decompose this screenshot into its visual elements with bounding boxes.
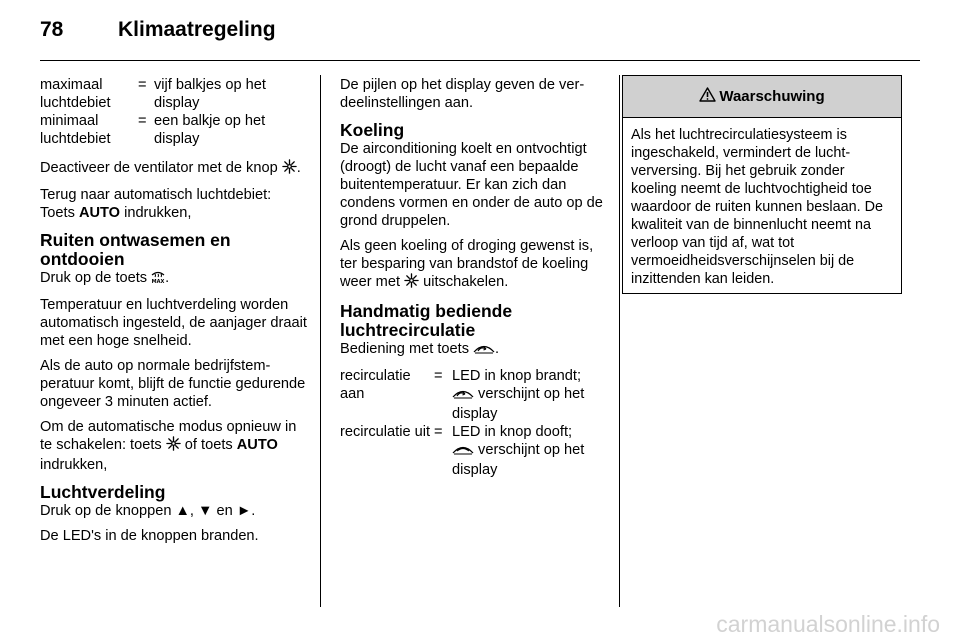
column-1: [40, 76, 308, 552]
paragraph-leds: De LED's in de knoppen branden.: [40, 528, 259, 544]
definition-description: [452, 423, 605, 479]
text: Als geen koeling of droging gewenst is, ter besparing van brandstof de koeling weer met: [340, 238, 594, 290]
text: .: [296, 160, 301, 176]
text: Om de automatische modus opnieuw in te schakelen: toets: [40, 419, 297, 453]
definition-row: [40, 112, 308, 148]
definition-term: recirculatie uit: [340, 424, 431, 440]
column-divider-2: [619, 75, 620, 607]
definition-term: maximaal luchtdebiet: [40, 77, 111, 111]
paragraph-restart-auto: [40, 418, 308, 474]
warning-title: Waarschuwing: [719, 88, 825, 105]
text: Bediening met toets: [340, 341, 474, 357]
heading-ruiten: Ruiten ontwasemen en ontdooien: [40, 230, 231, 269]
paragraph-defrost-button: [40, 269, 308, 289]
recirculation-on-icon: [452, 387, 474, 405]
definition-equals: =: [138, 113, 147, 129]
column-2: [340, 76, 605, 479]
text: verschijnt op het display: [452, 386, 585, 422]
definition-equals: =: [138, 77, 147, 93]
paragraph-operating-temp: Als de auto op normale bedrijfstemperatuur komt, blijft de functie gedurende ongeveer 3 minuten actief.: [40, 358, 306, 410]
fan-icon: [166, 436, 181, 456]
recirculation-icon: [473, 342, 495, 360]
text: .: [165, 270, 170, 286]
text: LED in knop dooft;: [452, 424, 573, 440]
text: of toets: [180, 437, 237, 453]
definition-term: recirculatie aan: [340, 368, 411, 402]
warning-header: [623, 76, 901, 118]
recirc-definitions: [340, 367, 605, 479]
warning-body: Als het luchtrecirculatiesysteem is ingeschakeld, vermindert de luchtverversing. Bij het gebruik zonder koeling neemt de luchtvochtigheid toe waardoor de ruiten kunnen beslaan. De kwaliteit van de binnenlucht neemt na verloop van tijd af, wat tot vermoeidheidsverschijnselen bij de inzittenden kan leiden.: [631, 127, 884, 287]
text: indrukken,: [40, 457, 108, 473]
airflow-definitions: [40, 76, 308, 148]
paragraph-recirc-button: [340, 340, 605, 360]
auto-label: AUTO: [78, 205, 121, 221]
column-divider-1: [320, 75, 321, 607]
page-title: Klimaatregeling: [118, 18, 276, 41]
text: Deactiveer de ventilator met de knop: [40, 160, 282, 176]
text: verschijnt op het display: [452, 442, 585, 478]
paragraph-auto-airflow: [40, 186, 308, 222]
fan-icon: [282, 159, 297, 179]
windshield-max-defrost-icon: [151, 269, 165, 289]
page-number: 78: [40, 18, 64, 41]
auto-label: AUTO: [236, 437, 278, 453]
paragraph-fan-off: [40, 159, 308, 179]
definition-equals: =: [434, 424, 443, 440]
definition-row: [340, 367, 605, 423]
definition-term: minimaal luchtdebiet: [40, 113, 111, 147]
text: Terug naar automatisch luchtdebiet: Toets: [40, 187, 272, 221]
heading-handmatig: Handmatig bediende luchtrecirculatie: [340, 301, 513, 340]
recirculation-off-icon: [452, 443, 474, 461]
text: .: [495, 341, 500, 357]
warning-box: [622, 75, 902, 294]
definition-description: vijf balkjes op het display: [154, 77, 266, 111]
header-rule: [40, 60, 920, 61]
paragraph-display-arrows: De pijlen op het display geven de verdeelinstellingen aan.: [340, 77, 585, 111]
definition-row: [40, 76, 308, 112]
heading-koeling: Koeling: [340, 120, 405, 140]
heading-luchtverdeling: Luchtverdeling: [40, 482, 166, 502]
paragraph-cooling-off: [340, 237, 605, 293]
definition-description: een balkje op het display: [154, 113, 266, 147]
text: LED in knop brandt;: [452, 368, 581, 384]
definition-description: [452, 367, 605, 423]
svg-text:MAX: MAX: [151, 279, 165, 284]
paragraph-arrow-buttons: Druk op de knoppen ▲, ▼ en ►.: [40, 503, 256, 519]
text: Druk op de toets: [40, 270, 152, 286]
warning-triangle-icon: [699, 87, 716, 106]
definition-equals: =: [434, 368, 443, 384]
paragraph-cooling: De airconditioning koelt en ontvochtigt (droogt) de lucht vanaf een bepaalde buitentemperatuur. Er kan zich dan condens vormen en onder de auto op de grond druppelen.: [340, 141, 603, 229]
text: uitschakelen.: [419, 274, 509, 290]
definition-row: [340, 423, 605, 479]
text: indrukken,: [120, 205, 192, 221]
fan-icon: [404, 273, 419, 293]
watermark: carmanualsonline.info: [716, 611, 940, 637]
paragraph-auto-settings: Temperatuur en luchtverdeling worden automatisch ingesteld, de aanjager draait met een hoge snelheid.: [40, 297, 307, 349]
